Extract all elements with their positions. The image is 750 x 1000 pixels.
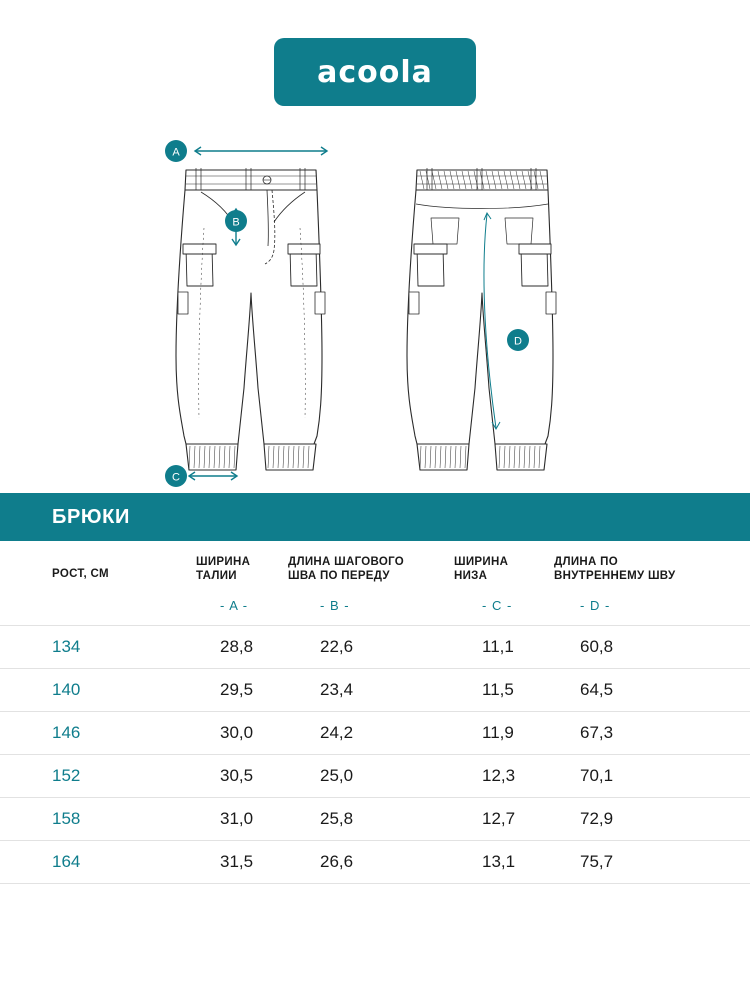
cell-height: 140 xyxy=(0,668,196,711)
cell-hem: 11,9 xyxy=(454,711,554,754)
table-row xyxy=(0,840,750,883)
table-letter-row xyxy=(0,588,750,626)
size-table-block xyxy=(0,493,750,884)
column-header-front-rise xyxy=(288,541,454,588)
cell-inseam: 70,1 xyxy=(554,754,750,797)
garment-diagram xyxy=(0,118,750,493)
table-title-bar xyxy=(0,493,750,541)
column-header-inseam xyxy=(554,541,750,588)
letter-cell-empty xyxy=(0,588,196,626)
page-title: БРЮКИ xyxy=(52,505,130,528)
cell-front-rise: 26,6 xyxy=(288,840,454,883)
column-header-front-rise-line2: ШВА ПО ПЕРЕДУ xyxy=(288,570,390,583)
cell-hem: 12,7 xyxy=(454,797,554,840)
table-body xyxy=(0,625,750,883)
column-header-height: РОСТ, СМ xyxy=(52,568,109,581)
cell-front-rise: 22,6 xyxy=(288,625,454,668)
table-row xyxy=(0,625,750,668)
table-row xyxy=(0,754,750,797)
cell-front-rise: 24,2 xyxy=(288,711,454,754)
marker-c-label: C xyxy=(172,471,180,484)
column-header-waist-line2: ТАЛИИ xyxy=(196,570,237,583)
column-header-hem-line1: ШИРИНА xyxy=(454,556,509,568)
cell-hem: 12,3 xyxy=(454,754,554,797)
letter-cell-c: - C - xyxy=(482,597,513,613)
cell-inseam: 72,9 xyxy=(554,797,750,840)
cell-front-rise: 25,0 xyxy=(288,754,454,797)
cell-waist: 31,5 xyxy=(196,840,288,883)
column-header-waist-line1: ШИРИНА xyxy=(196,556,251,568)
cell-inseam: 67,3 xyxy=(554,711,750,754)
letter-cell-a: - A - xyxy=(220,597,249,613)
cell-waist: 28,8 xyxy=(196,625,288,668)
cell-hem: 13,1 xyxy=(454,840,554,883)
cell-waist: 30,0 xyxy=(196,711,288,754)
marker-b-label: B xyxy=(232,216,240,229)
cell-waist: 31,0 xyxy=(196,797,288,840)
letter-cell-b: - B - xyxy=(320,597,350,613)
marker-a-label: A xyxy=(172,146,180,159)
table-row xyxy=(0,711,750,754)
column-header-inseam-line1: ДЛИНА ПО xyxy=(554,556,618,568)
cell-hem: 11,1 xyxy=(454,625,554,668)
cell-front-rise: 23,4 xyxy=(288,668,454,711)
cell-hem: 11,5 xyxy=(454,668,554,711)
table-row xyxy=(0,797,750,840)
size-table xyxy=(0,541,750,884)
cell-inseam: 75,7 xyxy=(554,840,750,883)
column-header-front-rise-line1: ДЛИНА ШАГОВОГО xyxy=(288,556,404,568)
cell-front-rise: 25,8 xyxy=(288,797,454,840)
column-header-hem xyxy=(454,541,554,588)
brand-logo xyxy=(274,38,476,106)
marker-d-label: D xyxy=(514,335,522,348)
cell-height: 152 xyxy=(0,754,196,797)
cell-waist: 30,5 xyxy=(196,754,288,797)
cell-waist: 29,5 xyxy=(196,668,288,711)
cell-inseam: 64,5 xyxy=(554,668,750,711)
table-row xyxy=(0,668,750,711)
cell-height: 146 xyxy=(0,711,196,754)
cell-inseam: 60,8 xyxy=(554,625,750,668)
cell-height: 158 xyxy=(0,797,196,840)
cell-height: 164 xyxy=(0,840,196,883)
letter-cell-d: - D - xyxy=(580,597,611,613)
cell-height: 134 xyxy=(0,625,196,668)
brand-logo-text: acoola xyxy=(317,54,433,90)
column-header-hem-line2: НИЗА xyxy=(454,570,488,583)
column-header-inseam-line2: ВНУТРЕННЕМУ ШВУ xyxy=(554,570,676,583)
table-header-row xyxy=(0,541,750,588)
column-header-waist xyxy=(196,541,288,588)
